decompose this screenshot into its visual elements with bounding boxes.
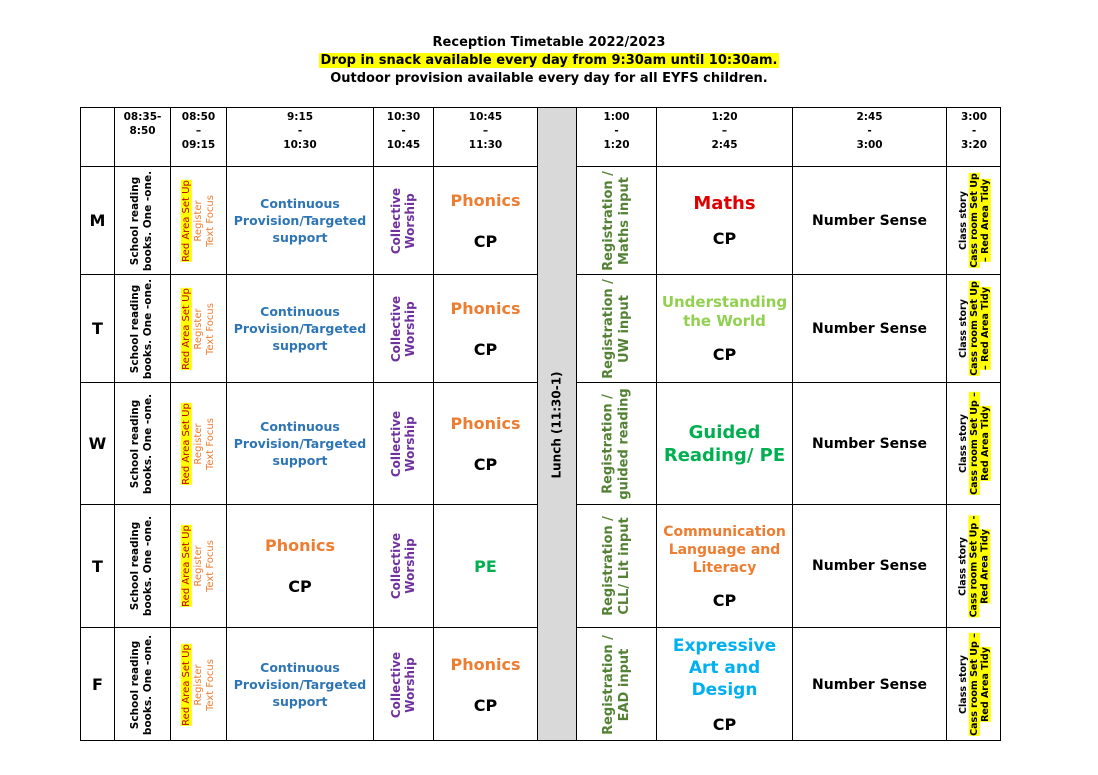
number-sense-label: Number Sense bbox=[812, 435, 927, 452]
register-text bbox=[181, 180, 217, 262]
red-area-setup-label: Red Area Set Up bbox=[180, 287, 192, 370]
time-header-5 bbox=[576, 107, 656, 166]
phonics-label: Phonics bbox=[450, 298, 521, 318]
reading-line: books. One -one. bbox=[142, 634, 155, 735]
classroom-setup bbox=[969, 515, 980, 617]
phonics-label: Phonics bbox=[450, 190, 521, 210]
registration-line: Registration / bbox=[600, 634, 616, 735]
block-915 bbox=[226, 274, 373, 382]
time-header-line: – bbox=[721, 125, 728, 137]
time-header-line: 1:20 bbox=[711, 111, 738, 123]
red-area-tidy bbox=[980, 515, 991, 617]
classroom-setup-label: Cass room Set Up – bbox=[968, 633, 980, 736]
phonics-label: Phonics bbox=[450, 654, 521, 674]
day-label bbox=[80, 627, 114, 741]
number-sense-label: Number Sense bbox=[812, 558, 927, 574]
red-area-tidy bbox=[980, 633, 991, 736]
cp-label: CP bbox=[288, 577, 312, 596]
worship-line: Worship bbox=[403, 538, 418, 594]
worship-line: Collective bbox=[389, 410, 404, 477]
reading-text bbox=[130, 170, 156, 270]
reading-line: books. One -one. bbox=[142, 278, 155, 379]
text-focus-label: Text Focus bbox=[204, 194, 216, 247]
block-1045 bbox=[433, 166, 537, 274]
outdoor-notice: Outdoor provision available every day for all EYFS children. bbox=[330, 71, 768, 86]
cp-label: CP bbox=[712, 715, 737, 734]
text-focus-label: Text Focus bbox=[204, 540, 216, 592]
story-text bbox=[958, 281, 991, 376]
story-cell bbox=[946, 166, 1001, 274]
time-header-line: 9:15 bbox=[286, 111, 314, 123]
time-header-4 bbox=[433, 107, 537, 166]
time-header-line: 3:20 bbox=[960, 139, 988, 151]
register-cell bbox=[170, 274, 226, 382]
worship-line: Collective bbox=[389, 187, 404, 254]
text-focus-label: Text Focus bbox=[204, 417, 216, 470]
class-story-line: Class story bbox=[957, 536, 969, 596]
reading-line: School reading bbox=[129, 521, 142, 611]
lunch-column bbox=[537, 107, 576, 741]
register-cell bbox=[170, 166, 226, 274]
registration-line: Registration / bbox=[600, 278, 616, 379]
register-text bbox=[181, 644, 217, 726]
red-area-tidy-label: – Red Area Tidy bbox=[979, 287, 991, 370]
worship-text bbox=[390, 295, 418, 361]
block-1045 bbox=[433, 504, 537, 627]
reading-line: books. One -one. bbox=[142, 170, 155, 271]
classroom-setup bbox=[969, 281, 980, 376]
day-label bbox=[80, 166, 114, 274]
time-header-0 bbox=[114, 107, 170, 166]
corner-cell bbox=[80, 107, 114, 166]
time-header-3 bbox=[373, 107, 433, 166]
number-sense-cell bbox=[792, 382, 946, 504]
cp-label: CP bbox=[473, 454, 498, 474]
input-line: UW input bbox=[616, 294, 632, 363]
provision-label: Continuous Provision/Targeted support bbox=[233, 419, 367, 468]
registration-input-text bbox=[601, 171, 633, 271]
cp-label: CP bbox=[473, 231, 498, 251]
worship-line: Worship bbox=[403, 192, 418, 249]
reading-cell bbox=[114, 274, 170, 382]
block-915 bbox=[226, 627, 373, 741]
input-line: Maths input bbox=[616, 176, 632, 265]
block-915 bbox=[226, 166, 373, 274]
afternoon-block bbox=[656, 166, 792, 274]
red-area-setup-label: Red Area Set Up bbox=[180, 525, 192, 607]
number-sense-cell bbox=[792, 627, 946, 741]
lunch-label: Lunch (11:30-1) bbox=[550, 370, 564, 479]
register-text bbox=[181, 403, 217, 485]
classroom-setup bbox=[969, 633, 980, 736]
registration-input-cell bbox=[576, 274, 656, 382]
red-area-setup bbox=[181, 288, 193, 370]
time-header-line: - bbox=[401, 125, 406, 137]
number-sense-cell bbox=[792, 274, 946, 382]
time-header-line: 10:45 bbox=[468, 111, 503, 123]
red-area-tidy bbox=[980, 392, 991, 495]
worship-cell bbox=[373, 504, 433, 627]
reading-text bbox=[130, 516, 156, 616]
red-area-tidy bbox=[980, 281, 991, 376]
reading-text bbox=[130, 393, 156, 493]
time-header-line: 11:30 bbox=[468, 139, 503, 151]
red-area-setup bbox=[181, 525, 193, 607]
class-story-line: Class story bbox=[957, 655, 969, 714]
time-header-1 bbox=[170, 107, 226, 166]
classroom-setup bbox=[969, 392, 980, 495]
class-story-line: Class story bbox=[957, 299, 969, 358]
story-cell bbox=[946, 274, 1001, 382]
red-area-tidy-label: Red Area Tidy bbox=[979, 647, 991, 722]
red-area-setup bbox=[181, 403, 193, 485]
time-header-line: - bbox=[971, 125, 977, 137]
registration-line: Registration / bbox=[600, 393, 616, 494]
time-header-line: 08:35- bbox=[123, 111, 162, 123]
red-area-setup-label: Red Area Set Up bbox=[180, 402, 192, 485]
reading-cell bbox=[114, 166, 170, 274]
time-header-line: 2:45 bbox=[856, 111, 883, 123]
reading-line: School reading bbox=[129, 176, 142, 265]
register-label: Register bbox=[192, 422, 204, 465]
afternoon-subject: Guided Reading/ PE bbox=[663, 421, 786, 466]
registration-input-cell bbox=[576, 382, 656, 504]
red-area-tidy-label: Red Area Tidy bbox=[979, 406, 991, 481]
worship-cell bbox=[373, 274, 433, 382]
text-focus-label: Text Focus bbox=[204, 302, 216, 355]
registration-input-text bbox=[601, 388, 633, 499]
input-line: EAD input bbox=[616, 648, 632, 721]
registration-line: Registration / bbox=[600, 170, 616, 271]
block-915 bbox=[226, 504, 373, 627]
worship-line: Collective bbox=[389, 295, 404, 362]
story-text bbox=[958, 173, 991, 268]
time-header-6 bbox=[656, 107, 792, 166]
time-header-8 bbox=[946, 107, 1001, 166]
cp-label: CP bbox=[712, 345, 737, 364]
time-header-line: - bbox=[297, 125, 303, 137]
story-text bbox=[958, 515, 991, 617]
time-header-2 bbox=[226, 107, 373, 166]
register-text bbox=[181, 288, 217, 370]
day-letter: F bbox=[92, 675, 103, 694]
worship-cell bbox=[373, 382, 433, 504]
afternoon-subject: Understanding the World bbox=[661, 293, 788, 330]
worship-line: Worship bbox=[403, 656, 418, 713]
red-area-setup-label: Red Area Set Up bbox=[180, 643, 192, 726]
worship-line: Worship bbox=[403, 415, 418, 472]
time-header-line: 08:50 bbox=[181, 111, 216, 123]
red-area-setup-label: Red Area Set Up bbox=[180, 179, 192, 262]
time-header-line: 09:15 bbox=[181, 139, 216, 151]
red-area-setup bbox=[181, 644, 193, 726]
time-header-line: 8:50 bbox=[129, 125, 156, 137]
afternoon-block bbox=[656, 382, 792, 504]
register-text bbox=[181, 525, 217, 607]
reading-line: books. One -one. bbox=[142, 515, 155, 617]
number-sense-cell bbox=[792, 504, 946, 627]
reading-cell bbox=[114, 382, 170, 504]
cp-label: CP bbox=[712, 590, 737, 610]
afternoon-block bbox=[656, 504, 792, 627]
registration-line: Registration / bbox=[600, 516, 616, 616]
worship-line: Collective bbox=[389, 532, 404, 600]
reading-cell bbox=[114, 627, 170, 741]
time-header-line: 3:00 bbox=[856, 139, 883, 151]
number-sense-label: Number Sense bbox=[812, 676, 927, 693]
cp-label: CP bbox=[473, 339, 498, 359]
number-sense-label: Number Sense bbox=[812, 320, 927, 337]
story-cell bbox=[946, 627, 1001, 741]
input-line: guided reading bbox=[616, 387, 632, 500]
snack-notice bbox=[0, 52, 1098, 70]
registration-input-text bbox=[601, 279, 633, 379]
day-letter: T bbox=[92, 319, 103, 338]
phonics-label: Phonics bbox=[450, 413, 521, 433]
day-letter: W bbox=[88, 434, 107, 453]
time-header-line: 1:20 bbox=[603, 139, 630, 151]
time-header-line: 10:30 bbox=[386, 111, 421, 123]
time-header-line: 1:00 bbox=[603, 111, 630, 123]
registration-input-cell bbox=[576, 627, 656, 741]
reading-cell bbox=[114, 504, 170, 627]
afternoon-subject: Expressive Art and Design bbox=[672, 636, 777, 700]
time-header-line: - bbox=[867, 125, 872, 137]
class-story-line: Class story bbox=[957, 414, 969, 473]
afternoon-block bbox=[656, 274, 792, 382]
register-cell bbox=[170, 627, 226, 741]
classroom-setup-label: Cass room Set Up – bbox=[968, 392, 980, 495]
class-story-line: Class story bbox=[957, 191, 969, 250]
afternoon-subject: Maths bbox=[693, 193, 756, 214]
timetable-title: Reception Timetable 2022/2023 bbox=[432, 35, 666, 50]
classroom-setup-label: Cass room Set Up bbox=[968, 173, 980, 268]
time-header-7 bbox=[792, 107, 946, 166]
afternoon-subject: Communication Language and Literacy bbox=[663, 523, 786, 576]
worship-line: Worship bbox=[403, 300, 418, 357]
reading-line: School reading bbox=[129, 640, 142, 729]
registration-input-text bbox=[601, 516, 633, 616]
red-area-tidy-label: Red Area Tidy bbox=[979, 528, 991, 604]
day-letter: T bbox=[92, 556, 103, 576]
number-sense-label: Number Sense bbox=[812, 212, 927, 229]
day-label bbox=[80, 382, 114, 504]
block-1045 bbox=[433, 274, 537, 382]
story-text bbox=[958, 633, 991, 736]
pe-label: PE bbox=[474, 556, 497, 576]
registration-input-text bbox=[601, 635, 633, 735]
time-header-line: – bbox=[482, 125, 489, 137]
register-cell bbox=[170, 382, 226, 504]
red-area-tidy bbox=[980, 173, 991, 268]
registration-input-cell bbox=[576, 166, 656, 274]
block-1045 bbox=[433, 382, 537, 504]
day-letter: M bbox=[89, 211, 106, 230]
story-cell bbox=[946, 382, 1001, 504]
classroom-setup-label: Cass room Set Up bbox=[968, 281, 980, 376]
block-1045 bbox=[433, 627, 537, 741]
provision-label: Continuous Provision/Targeted support bbox=[233, 304, 367, 353]
worship-cell bbox=[373, 627, 433, 741]
day-label bbox=[80, 274, 114, 382]
classroom-setup-label: Cass room Set Up - bbox=[968, 515, 980, 617]
reading-line: School reading bbox=[129, 399, 142, 488]
worship-text bbox=[390, 533, 418, 599]
snack-highlight: Drop in snack available every day from 9:30am until 10:30am. bbox=[320, 53, 778, 68]
register-label: Register bbox=[192, 545, 204, 587]
classroom-setup bbox=[969, 173, 980, 268]
time-header-line: 3:00 bbox=[960, 111, 988, 123]
time-header-line: 10:30 bbox=[283, 139, 317, 151]
worship-text bbox=[390, 651, 418, 717]
reading-line: School reading bbox=[129, 284, 142, 373]
phonics-label: Phonics bbox=[265, 536, 335, 555]
afternoon-block bbox=[656, 627, 792, 741]
register-label: Register bbox=[192, 663, 204, 706]
register-label: Register bbox=[192, 307, 204, 350]
reading-text bbox=[130, 278, 156, 378]
input-line: CLL/ Lit input bbox=[616, 517, 632, 615]
time-header-line: 2:45 bbox=[711, 139, 738, 151]
story-text bbox=[958, 392, 991, 495]
red-area-tidy-label: – Red Area Tidy bbox=[979, 179, 991, 262]
block-915 bbox=[226, 382, 373, 504]
worship-line: Collective bbox=[389, 651, 404, 718]
reading-line: books. One -one. bbox=[142, 393, 155, 494]
text-focus-label: Text Focus bbox=[204, 658, 216, 711]
worship-text bbox=[390, 410, 418, 476]
cp-label: CP bbox=[473, 695, 498, 715]
register-label: Register bbox=[192, 199, 204, 242]
day-label bbox=[80, 504, 114, 627]
red-area-setup bbox=[181, 180, 193, 262]
worship-text bbox=[390, 187, 418, 253]
time-header-line: - bbox=[614, 125, 619, 137]
registration-input-cell bbox=[576, 504, 656, 627]
cp-label: CP bbox=[712, 229, 737, 248]
story-cell bbox=[946, 504, 1001, 627]
time-header-line: – bbox=[195, 125, 202, 137]
number-sense-cell bbox=[792, 166, 946, 274]
worship-cell bbox=[373, 166, 433, 274]
time-header-line: 10:45 bbox=[386, 139, 421, 151]
provision-label: Continuous Provision/Targeted support bbox=[233, 660, 367, 709]
register-cell bbox=[170, 504, 226, 627]
provision-label: Continuous Provision/Targeted support bbox=[233, 196, 367, 245]
reading-text bbox=[130, 634, 156, 734]
